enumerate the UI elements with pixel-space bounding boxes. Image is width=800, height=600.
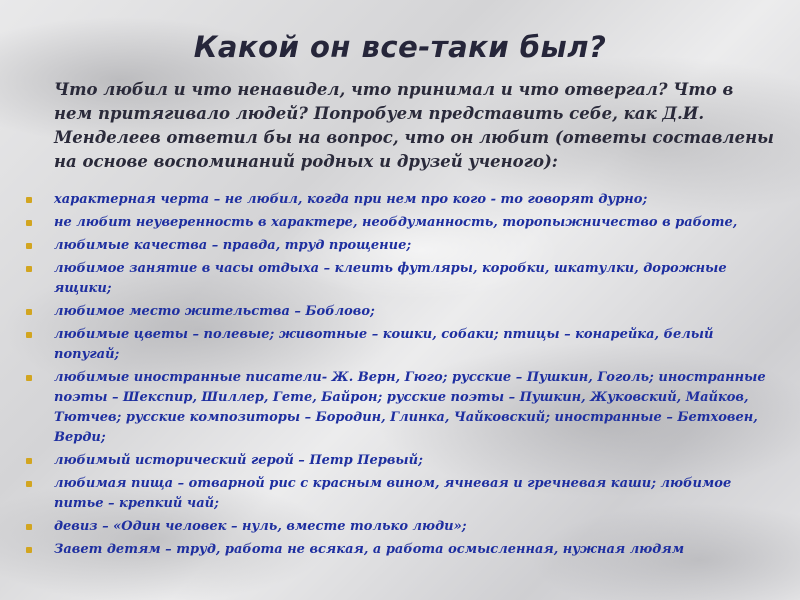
list-item [26, 302, 766, 322]
list-item [26, 474, 766, 514]
preferences-list [26, 190, 766, 563]
bullet-icon [26, 220, 32, 226]
bullet-icon [26, 458, 32, 464]
list-item [26, 540, 766, 560]
list-item [26, 236, 766, 256]
list-item [26, 259, 766, 299]
list-item-text: любимое место жительства – Боблово; [54, 304, 375, 319]
bullet-icon [26, 243, 32, 249]
bullet-icon [26, 481, 32, 487]
list-item-text: любимые качества – правда, труд прощение; [54, 238, 412, 253]
list-item-text: любимая пища – отварной рис с красным вином, ячневая и гречневая каши; любимое питье – крепкий чай; [54, 476, 732, 511]
bullet-icon [26, 375, 32, 381]
bullet-icon [26, 524, 32, 530]
list-item-text: любимые иностранные писатели- Ж. Верн, Гюго; русские – Пушкин, Гоголь; иностранные поэты – Шекспир, Шиллер, Гете, Байрон; русские поэты – Пушкин, Жуковский, Майков, Тютчев; русские композиторы – Бородин, Глинка, Чайковский; иностранные – Бетховен, Верди; [54, 370, 766, 445]
list-item-text: Завет детям – труд, работа не всякая, а работа осмысленная, нужная людям [54, 542, 685, 557]
list-item [26, 517, 766, 537]
list-item [26, 368, 766, 448]
bullet-icon [26, 266, 32, 272]
list-item-text: любимый исторический герой – Петр Первый; [54, 453, 423, 468]
bullet-icon [26, 197, 32, 203]
list-item-text: характерная черта – не любил, когда при нем про кого - то говорят дурно; [54, 192, 648, 207]
list-item-text: любимые цветы – полевые; животные – кошки, собаки; птицы – конарейка, белый попугай; [54, 327, 714, 362]
slide-subtitle: Что любил и что ненавидел, что принимал и что отвергал? Что в нем притягивало людей? Попробуем представить себе, как Д.И. Менделеев ответил бы на вопрос, что он любит (ответы составлены на основе воспоминаний родных и друзей ученого): [54, 80, 774, 171]
list-item-text: не любит неуверенность в характере, необдуманность, торопыжничество в работе, [54, 215, 738, 230]
bullet-icon [26, 332, 32, 338]
list-item-text: девиз – «Один человек – нуль, вместе только люди»; [54, 519, 467, 534]
list-item [26, 213, 766, 233]
slide-title: Какой он все-таки был? [193, 30, 607, 64]
bullet-icon [26, 547, 32, 553]
list-item [26, 325, 766, 365]
list-item-text: любимое занятие в часы отдыха – клеить футляры, коробки, шкатулки, дорожные ящики; [54, 261, 727, 296]
list-item [26, 190, 766, 210]
list-item [26, 451, 766, 471]
bullet-icon [26, 309, 32, 315]
